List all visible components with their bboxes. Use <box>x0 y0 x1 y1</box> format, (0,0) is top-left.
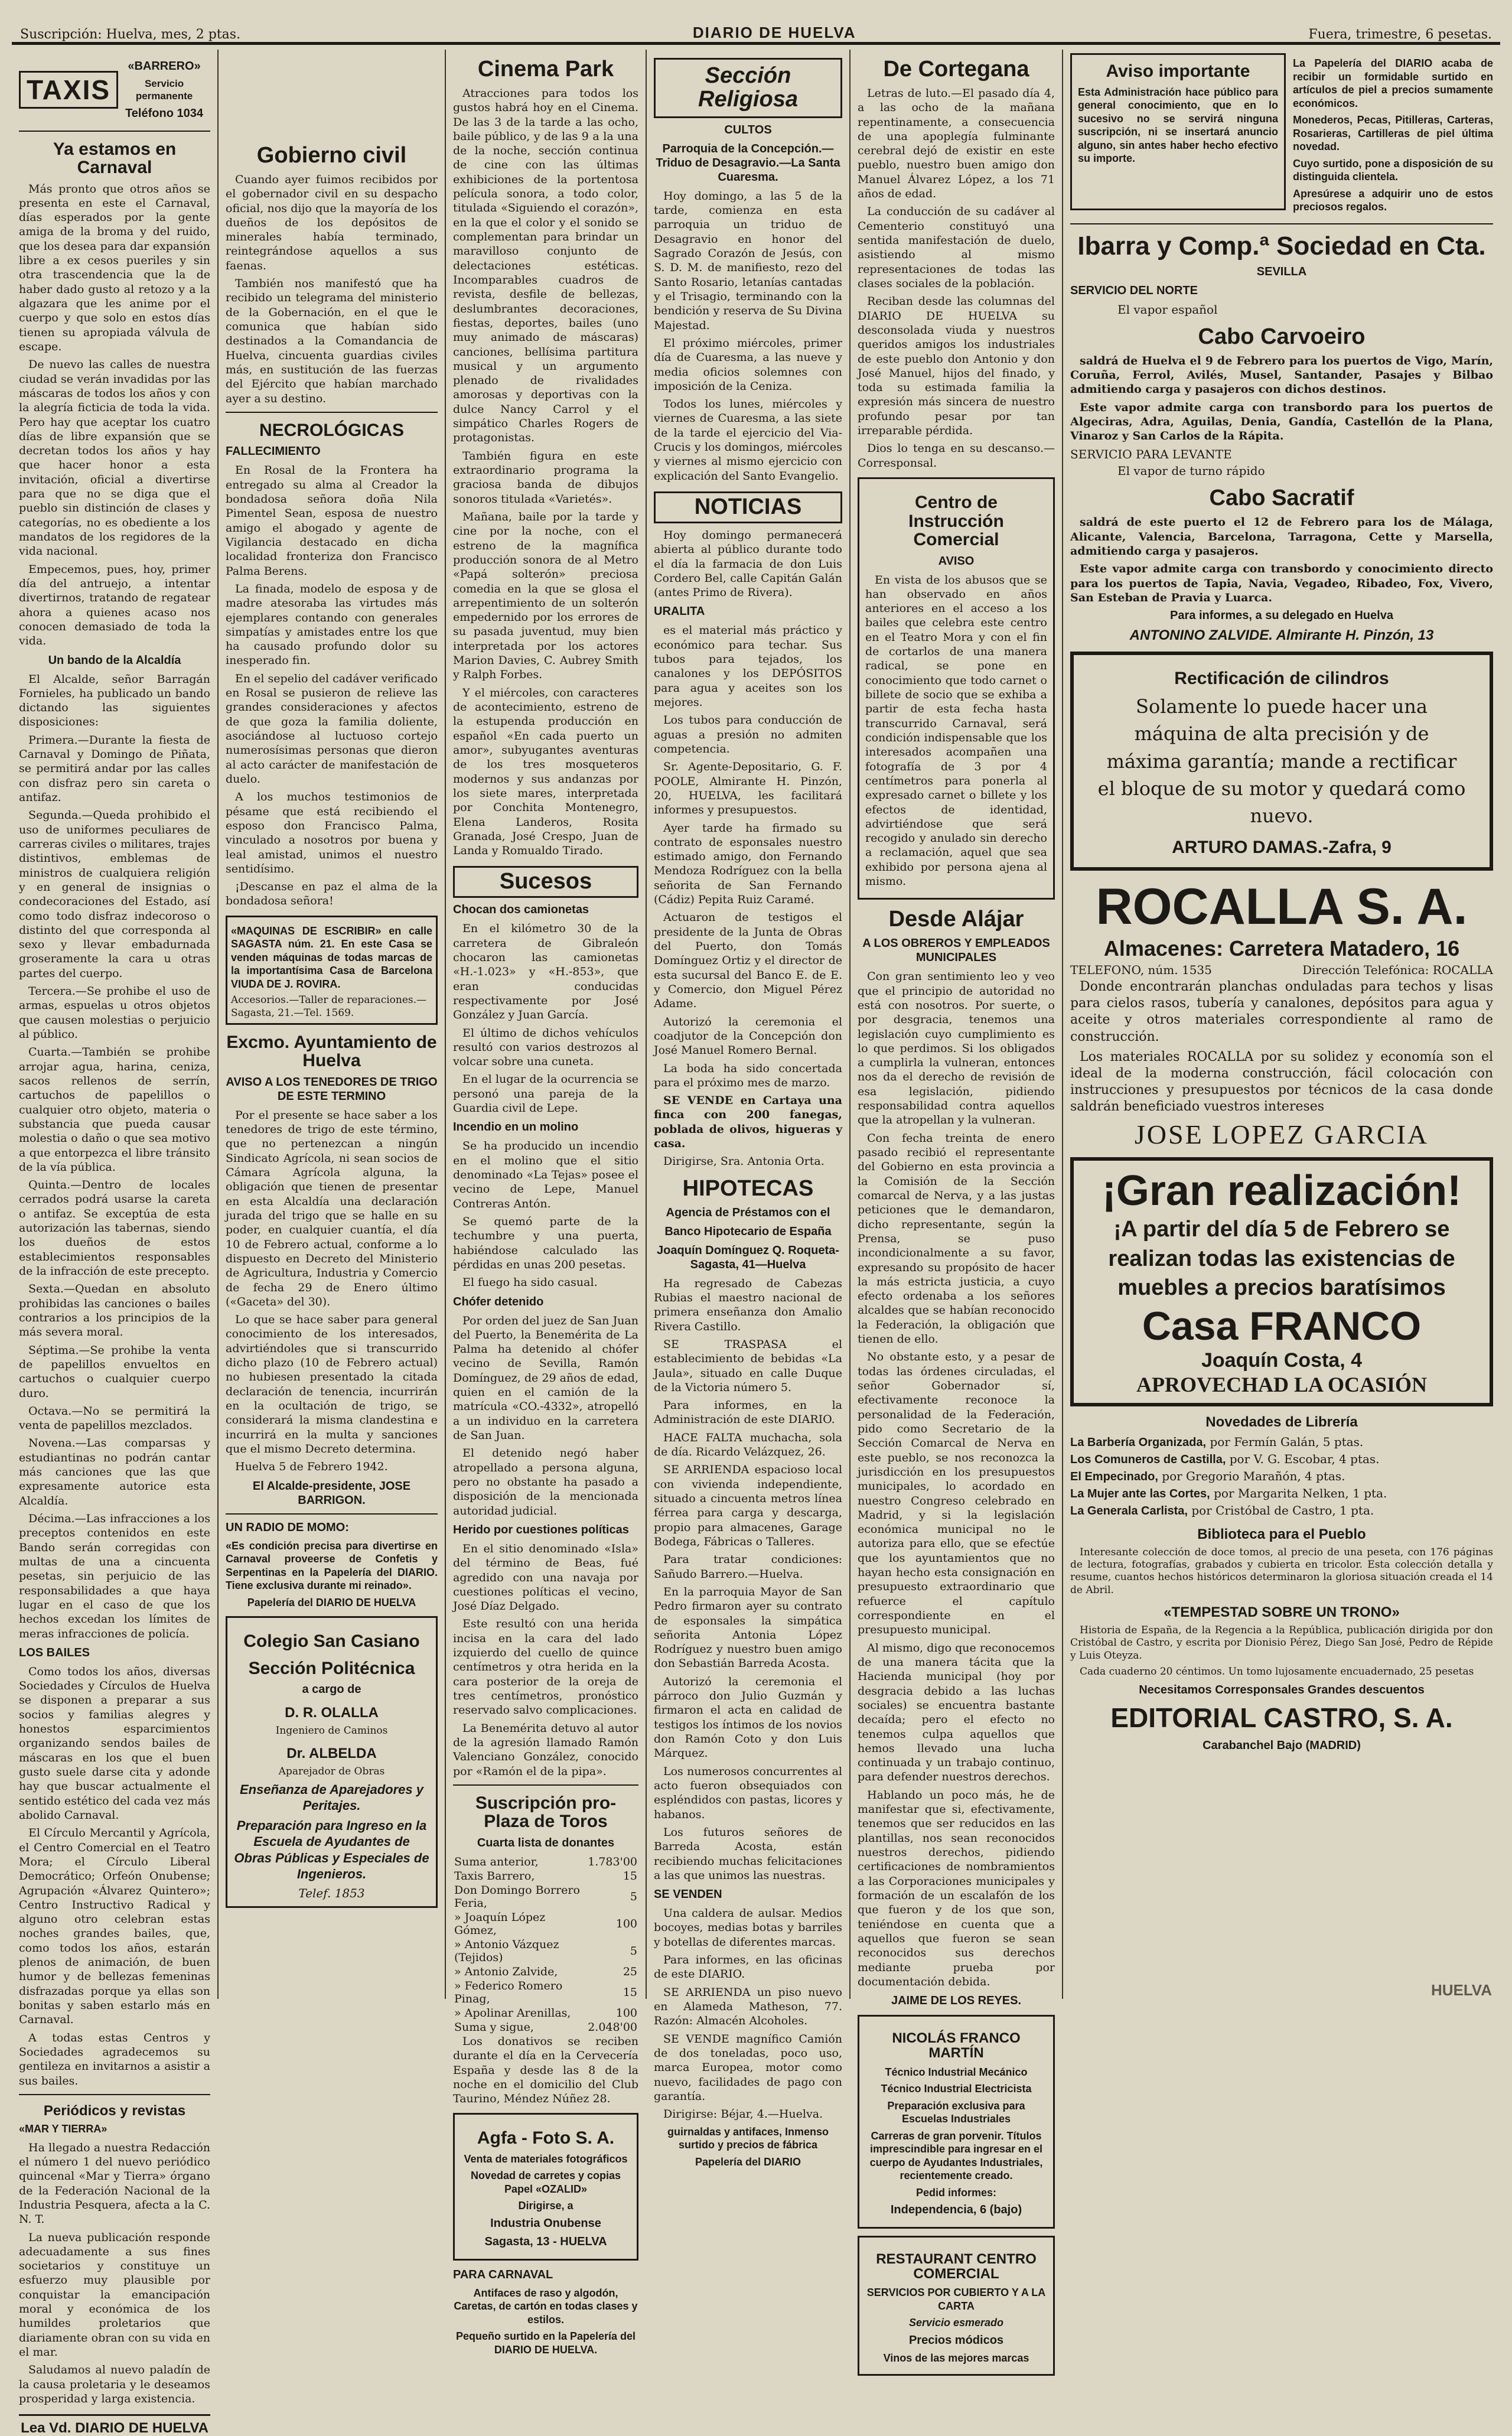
suceso-paragraph: El fuego ha sido casual. <box>462 1276 598 1289</box>
column-2 <box>219 50 446 1999</box>
bando-paragraph: Cuarta.—También se prohibe arrojar agua, harina, ceniza, sacos rellenos de serrín, cartuchos de papelillos o cualquier otro objeto, materia o substancia que pueda causar molestia o daño o que sea motivo a que entorpezca el libre tránsito de la vía pública. <box>19 1046 210 1174</box>
radio-momo-heading: UN RADIO DE MOMO: <box>226 1520 349 1534</box>
classified-ad: SE ARRIENDA espacioso local con vivienda independiente, situado a cincuenta metros línea férrea para carga y descarga, propio para almacenes, Garage Bodega, Fábricas o Talleres. <box>654 1463 842 1548</box>
suceso-subheading: Herido por cuestiones políticas <box>453 1523 629 1536</box>
cinema-paragraph: También figura en este extraordinario programa la graciosa banda de dibujos sonoros titulada «Varietés». <box>453 449 638 506</box>
cortegana-paragraph: La conducción de su cadáver al Cementerio constituyó una sentida manifestación de duelo, asistiendo al mismo representaciones de todas las clases sociales de la población. <box>858 205 1055 290</box>
fallecimiento-subheading: FALLECIMIENTO <box>226 445 321 458</box>
hipotecas-line: Banco Hipotecario de España <box>664 1224 832 1238</box>
bando-paragraph: Primera.—Durante la fiesta de Carnaval y Domingo de Piñata, se permitirá andar por las calles con disfraz pero sin careta o antifaz. <box>19 733 210 804</box>
ibarra-headline: Ibarra y Comp.ª Sociedad en Cta. <box>1077 231 1486 260</box>
vapor-label: El vapor de turno rápido <box>1117 464 1265 478</box>
agfa-title: Agfa - Foto S. A. <box>477 2128 615 2148</box>
column-1 <box>12 50 219 2436</box>
alajar-paragraph: Con fecha treinta de enero pasado recibió el representante del Gobierno en esta provincia a la Comisión de la Sección comarcal de Nerva, y a las justas peticiones que le demandaron, dicho representante, según la Prensa, se puso incondicionalmente a su favor, expresando su propósito de hacer la más estricta justicia, a cuyo efecto ordenaba a los señores alcaldes que se habían reconocido la Federación, la obligación que tienen de ello. <box>858 1131 1055 1346</box>
cultos-heading: CULTOS <box>724 123 772 136</box>
book-item <box>1070 1434 1493 1450</box>
masthead <box>12 8 1500 45</box>
noticia-paragraph: En la parroquia Mayor de San Pedro firmaron ayer su contrato de esponsales la simpática señorita Antonia López Rodríguez y nuestro buen amigo don Sebastián Barreda Acosta. <box>654 1585 842 1670</box>
guirnaldas-papeleria: Papelería del DIARIO <box>695 2155 801 2168</box>
donantes-table <box>453 1855 638 2034</box>
book-item <box>1070 1486 1493 1502</box>
suceso-paragraph: Se ha producido un incendio en el molino que el sitio denominado «La Tejas» posee el vecino de Lepe, Manuel Contreras Antón. <box>453 1139 638 1210</box>
colegio-ensenanza: Enseñanza de Aparejadores y Peritajes. <box>240 1782 423 1813</box>
editorial-address: Carabanchel Bajo (MADRID) <box>1203 1739 1361 1753</box>
casa-franco-address: Joaquín Costa, 4 <box>1201 1349 1363 1372</box>
donor-amount: 2.048'00 <box>588 2020 637 2034</box>
cortegana-paragraph: Reciban desde las columnas del DIARIO DE HUELVA su desconsolada viuda y nuestros queridos amigos los industriales de este pueblo don Antonio y don José Manuel, hijos del finado, y toda su estimada familia la expresión más sincera de nuestro profundo pesar por tan irreparable pérdida. <box>858 295 1055 438</box>
donor-row <box>453 2020 638 2034</box>
book-item <box>1070 1503 1493 1519</box>
cortegana-headline: De Cortegana <box>883 57 1029 82</box>
noticia-paragraph: Autorizó la ceremonia el párroco don Julio Guzmán y firmaron el acta en calidad de testigos los íntimos de los novios don Ramón Coto y don Luis Márquez. <box>654 1675 842 1760</box>
bando-subheading: Un bando de la Alcaldía <box>48 653 181 667</box>
carnaval-paragraph: Empecemos, pues, hoy, primer día del antruejo, a intentar divertirnos, tratando de regatear ahora a quienes acaso nos conocen demasiado de toda la vida. <box>19 562 210 648</box>
aviso-trigo-subheading: AVISO A LOS TENEDORES DE TRIGO DE ESTE TERMINO <box>226 1075 438 1103</box>
donor-row <box>453 1910 638 1937</box>
cabo-sacratif-text: saldrá de este puerto el 12 de Febrero para los de Málaga, Alicante, Valencia, Barcelona, Tarragona, Cette y Marsella, admitiendo carga y pasajeros. <box>1070 516 1493 558</box>
ayuntamiento-paragraph: Por el presente se hace saber a los tenedores de trigo de este término, que no pertenezcan a ningún Sindicato Agrícola, ni sean socios de Cámara Agrícola alguna, la obligación que tienen de presentar en esta Alcaldía una declaración jurada del trigo que se halle en su poder, en cualquier cuantía, el día 10 de Febrero actual, conforme a lo dispuesto en Decreto del Ministerio de Agricultura, Industria y Comercio de fecha 29 de Enero último («Gaceta» del 30). <box>226 1108 438 1308</box>
centro-aviso-subheading: AVISO <box>938 554 975 568</box>
papeleria-ad: Apresúrese a adquirir uno de estos preciosos regalos. <box>1293 187 1493 213</box>
book-title: La Mujer ante las Cortes, <box>1070 1487 1210 1500</box>
donor-name: » Federico Romero Pinag, <box>454 1979 563 2005</box>
maquinas-ad: «MAQUINAS DE ESCRIBIR» en calle SAGASTA núm. 21. En este Casa se venden máquinas de todas marcas de la importantísima Casa de Barcelona VIUDA DE J. ROVIRA. <box>231 924 432 990</box>
gobierno-paragraph: También nos manifestó que ha recibido un telegrama del ministerio de la Gobernación, en el que le comunica que habían sido destinados a la Comandancia de Huelva, cincuenta guardias civiles más, en sustitución de las fuerzas del Ejército que habían marchado ayer a su destino. <box>226 277 438 405</box>
para-carnaval-text: Antifaces de raso y algodón, Caretas, de cartón en todas clases y estilos. <box>454 2287 638 2326</box>
alajar-paragraph: No obstante esto, y a pesar de todas las órdenes circuladas, el señor Gobernador sí, efectivamente reconoce la personalidad de la Federación, pido como Secretario de la Sección Comarcal de Nerva en este pueblo, se nos reconozca la jurisdicción en los presupuestos municipales, lo acordado en nuestro Congreso celebrado en Madrid, y si la legislación económica municipal no le autoriza para ello, que se efectúe que los ayuntamientos que no hayan hecho esta consignación en presupuesto extraordinario que refuerce el capítulo correspondiente en el presupuesto municipal. <box>858 1350 1055 1637</box>
classified-ad: Para tratar condiciones: Sañudo Barrero.—Huelva. <box>654 1553 842 1581</box>
colegio-cargo: a cargo de <box>302 1683 361 1696</box>
tempestad-text: Historia de España, de la Regencia a la República, publicación dirigida por don Cristóbal de Castro, y escrita por Dionisio Pérez, Diego San José, Pedro de Répide y Luis Oteyza. <box>1070 1624 1493 1662</box>
suceso-paragraph: El último de dichos vehículos resultó con varios destrozos al volcar sobre una cuneta. <box>453 1026 638 1069</box>
rectificacion-text: Solamente lo puede hacer una máquina de alta precisión y de máxima garantía; mande a rectificar el bloque de su motor y quedará como nuevo. <box>1097 695 1466 828</box>
ayuntamiento-headline: Excmo. Ayuntamiento de Huelva <box>226 1032 437 1071</box>
maquinas-accessories: Accesorios.—Taller de reparaciones.—Sagasta, 21.—Tel. 1569. <box>231 994 427 1019</box>
column-5 <box>850 50 1063 2364</box>
cabo-sacratif-text: Este vapor admite carga con transbordo y conocimiento directo para los puertos de Tapia, Navia, Vegadeo, Ribadeo, Fox, Vivero, San Esteban de Pravia y Luarca. <box>1070 562 1493 604</box>
suceso-paragraph: Este resultó con una herida incisa en la cara del lado izquierdo del cuello de quince centímetros y otra herida en la cara posterior de la oreja de tres centímetros, pronóstico reservado salvo complicaciones. <box>453 1617 638 1717</box>
suceso-paragraph: En el sitio denominado «Isla» del término de Beas, fué agredido con una navaja por cuestiones políticas el vecino, José Díaz Delgado. <box>453 1542 638 1613</box>
suceso-paragraph: Se quemó parte de la techumbre y una puerta, habiéndose calculado las pérdidas en unas 200 pesetas. <box>453 1214 638 1271</box>
nicolas-address: Independencia, 6 (bajo) <box>890 2203 1022 2217</box>
seccion-religiosa-logo: Sección Religiosa <box>654 58 842 118</box>
donor-row <box>453 1855 638 1869</box>
gobierno-paragraph: Cuando ayer fuimos recibidos por el gobernador civil en su despacho oficial, nos dijo que la mayoría de los dueños de los depósitos de minerales había terminado, reintegrándose aquellos a sus faenas. <box>226 172 438 272</box>
obreros-subheading: A LOS OBREROS Y EMPLEADOS MUNICIPALES <box>862 937 1050 965</box>
noticia-paragraph: Los futuros señores de Barreda Acosta, están recibiendo muchas felicitaciones a las que unimos las nuestras. <box>654 1825 842 1882</box>
suceso-paragraph: En el lugar de la ocurrencia se personó una pareja de la Guardia civil de Lepe. <box>453 1073 638 1115</box>
classified-ad: Para informes, en la Administración de este DIARIO. <box>654 1399 842 1427</box>
book-title: La Barbería Organizada, <box>1070 1435 1207 1449</box>
necrologica-paragraph: ¡Descanse en paz el alma de la bondadosa señora! <box>226 880 438 908</box>
rocalla-direccion: Dirección Telefónica: ROCALLA <box>1302 963 1493 978</box>
newspaper-page <box>12 8 1500 2436</box>
bando-paragraph: Tercera.—Se prohibe el uso de armas, espuelas u otros objetos que causen molestias o perjuicio al público. <box>19 985 210 1041</box>
tempestad-price: Cada cuaderno 20 céntimos. Un tomo lujosamente encuadernado, 25 pesetas <box>1080 1665 1474 1678</box>
donor-amount: 100 <box>615 2006 637 2020</box>
barrero-phone: Teléfono 1034 <box>125 106 203 120</box>
classified-ad: SE VENDE magnífico Camión de dos toneladas, poco uso, marca Europea, motor como nuevo, facilidades de pago con garantía. <box>654 2032 842 2103</box>
nicolas-line: Preparación exclusiva para Escuelas Industriales <box>887 2099 1025 2125</box>
colegio-phone: Telef. 1853 <box>298 1885 365 1900</box>
column-6 <box>1063 50 1500 1999</box>
aviso-importante-text: Esta Administración hace público para general conocimiento, que en lo sucesivo no se servirá ninguna suscripción, ni se insertará anuncio alguno, sin antes haber hecho efectivo su importe. <box>1078 86 1278 164</box>
corresponsales-line: Necesitamos Corresponsales Grandes descuentos <box>1139 1683 1425 1697</box>
rocalla-text: Los materiales ROCALLA por su solidez y economía son el ideal de la moderna construcción, fácil colocación con instrucciones y presupuestos por técnicos de la casa donde saldrán beneficiado vuestros intereses <box>1070 1049 1493 1115</box>
noticia-paragraph: Los tubos para conducción de aguas a presión no admiten competencia. <box>654 714 842 755</box>
zalvide-agent: ANTONINO ZALVIDE. Almirante H. Pinzón, 13 <box>1129 627 1434 644</box>
donor-name: Suma anterior, <box>454 1855 539 1868</box>
classified-ad: Dirigirse: Béjar, 4.—Huelva. <box>663 2108 823 2121</box>
ibarra-city: SEVILLA <box>1256 265 1307 278</box>
radio-momo-papeleria: Papelería del DIARIO DE HUELVA <box>247 1596 416 1608</box>
bando-paragraph: Quinta.—Dentro de locales cerrados podrá usarse la careta o antifaz. Se exceptúa de esta autorización las tabernas, siendo los dueños de estos establecimientos responsables de la infracción de este precepto. <box>19 1178 210 1278</box>
noticia-paragraph: Ayer tarde ha firmado su contrato de esponsales nuestro estimado amigo, don Fernando Mendoza Rodríguez con la bella señorita de San Fernando (Cádiz) Pepita Ruiz Caramé. <box>654 821 842 907</box>
noticias-headline: NOTICIAS <box>654 491 842 523</box>
alajar-headline: Desde Alájar <box>888 907 1024 932</box>
rocalla-headline: ROCALLA S. A. <box>1096 878 1468 936</box>
aprovechad: APROVECHAD LA OCASIÓN <box>1136 1372 1428 1396</box>
donor-amount: 15 <box>623 1985 637 1999</box>
noticia-paragraph: Actuaron de testigos el presidente de la Junta de Obras del Puerto, don Tomás Domínguez Ortiz y el director de esta sucursal del Banco E. de E. y Comercio, don Miguel Pérez Adame. <box>654 911 842 1011</box>
albelda-title: Aparejador de Obras <box>278 1765 385 1777</box>
column-4 <box>647 50 850 2168</box>
donor-row <box>453 1883 638 1910</box>
noticia-paragraph: Ha regresado de Cabezas Rubias el maestro nacional de primera enseñanza don Amalio Rivera Castillo. <box>654 1276 842 1333</box>
donor-row <box>453 2006 638 2020</box>
centro-instruccion-headline: Centro de Instrucción Comercial <box>908 493 1004 550</box>
book-author: por V. G. Escobar, 4 ptas. <box>1229 1451 1380 1466</box>
periodicos-paragraph: Saludamos al nuevo paladín de la causa proletaria y le deseamos prosperidad y larga existencia. <box>19 2363 210 2405</box>
hipotecas-line: Agencia de Préstamos con el <box>666 1206 830 1219</box>
donor-name: » Joaquín López Gómez, <box>454 1910 546 1937</box>
bando-paragraph: Novena.—Las comparsas y estudiantinas no podrán cantar más canciones que las que expresamente autorice esta Alcaldía. <box>19 1437 210 1507</box>
restaurant-line: Precios módicos <box>908 2333 1004 2347</box>
hipotecas-headline: HIPOTECAS <box>682 1175 814 1201</box>
periodicos-paragraph: Ha llegado a nuestra Redacción el número 1 del nuevo periódico quincenal «Mar y Tierra» órgano de la Federación Nacional de la Industria Pesquera, afecta a la C. N. T. <box>19 2141 210 2226</box>
donor-row <box>453 1937 638 1965</box>
hipotecas-line: Joaquín Domínguez Q. Roqueta-Sagasta, 41—Huelva <box>657 1243 839 1271</box>
cinema-paragraph: Mañana, baile por la tarde y cine por la noche, con el estreno de la magnífica producción sonora de al Metro «Papá solterón» preciosa comedia en la que se glosa el arrepentimiento de un solterón empedernido por los errores de su pasada juventud, muy bien interpretada por los actores Marion Davies, C. Aubrey Smith y Ralph Forbes. <box>453 510 638 682</box>
suscripcion-plaza-headline: Suscripción pro-Plaza de Toros <box>475 1793 617 1832</box>
alajar-paragraph: Con gran sentimiento leo y veo que el principio de autoridad no está con nosotros. Por suerte, o por desgracia, tenemos una legislación cuyo cumplimiento es lo que perdimos. Si los obligados a cumplirla la vulneran, entonces nos da el derecho de revisión de esa legislación, pidiendo responsabilidad contra aquellos que la atropellan y la vulneran. <box>858 970 1055 1127</box>
bando-paragraph: El Alcalde, señor Barragán Fornieles, ha publicado un bando dictando las siguientes disposiciones: <box>19 672 210 729</box>
carnaval-headline: Ya estamos en Carnaval <box>53 139 177 177</box>
classified-ad: SE TRASPASA el establecimiento de bebidas «La Jaula», situado en calle Duque de la Victoria número 5. <box>654 1337 842 1394</box>
necrologica-paragraph: La finada, modelo de esposa y de madre atesoraba las virtudes más ejemplares contando con generales simpatías y amistades entre los que ha causado profundo dolor su inesperado fin. <box>226 582 438 667</box>
ayuntamiento-paragraph: Lo que se hace saber para general conocimiento de los interesados, advirtiéndoles que si transcurrido dicho plazo (10 de Febrero actual) no hubiesen presentado la citada declaración de tenencia, incurrirán en la ocultación de trigo, se considerará la misma clandestina e incurrirá en la multa y sanciones que el mismo Decreto determina. <box>226 1313 438 1455</box>
newspaper-title: DIARIO DE HUELVA <box>692 24 856 41</box>
ayuntamiento-date: Huelva 5 de Febrero 1942. <box>235 1460 388 1474</box>
necrologica-paragraph: En el sepelio del cadáver verificado en Rosal se pusieron de relieve las grandes consideraciones y afectos de que goza la familia doliente, asociándose al luctuoso cortejo numerosísimas personas que dieron al acto carácter de manifestación de duelo. <box>226 672 438 786</box>
donor-name: » Antonio Zalvide, <box>454 1965 558 1978</box>
classified-ad: HACE FALTA muchacha, sola de día. Ricardo Velázquez, 26. <box>654 1431 842 1459</box>
restaurant-line: Servicio esmerado <box>908 2317 1004 2329</box>
bando-paragraph: Octava.—No se permitirá la venta de papelillos mezclados. <box>19 1404 210 1432</box>
taxis-badge: TAXIS <box>19 71 118 109</box>
nicolas-line: Técnico Industrial Electricista <box>881 2083 1032 2095</box>
olalla-name: D. R. OLALLA <box>285 1705 379 1721</box>
cortegana-paragraph: Dios lo tenga en su descanso.—Corresponsal. <box>858 442 1055 470</box>
colegio-title: Colegio San Casiano <box>243 1631 420 1652</box>
book-title: El Empecinado, <box>1070 1470 1158 1483</box>
papeleria-ad: Cuyo surtido, pone a disposición de su distinguida clientela. <box>1293 157 1493 183</box>
bailes-subheading: LOS BAILES <box>19 1646 90 1659</box>
casa-franco: Casa FRANCO <box>1142 1303 1422 1349</box>
donor-amount: 25 <box>623 1965 637 1978</box>
servicio-levante: SERVICIO PARA LEVANTE <box>1070 447 1232 462</box>
servicio-norte: SERVICIO DEL NORTE <box>1070 284 1198 297</box>
donor-name: Don Domingo Borrero Feria, <box>454 1883 580 1910</box>
carnaval-paragraph: De nuevo las calles de nuestra ciudad se verán invadidas por las máscaras de todos los años y con la alegría ficticia de toda la vida. Pero hay que aceptar los cuatro días de libre expansión que se decretan todos los años y hay que hacer honor a esta invitación, oficial a divertirse para que no se diga que el pueblo sin distinción de clases y categorías, no es obediente a los mandatos de los regidores de la vida nacional. <box>19 358 210 558</box>
carnaval-paragraph: Más pronto que otros años se presenta en este el Carnaval, días esperados por la gente amiga de la broma y del ruido, que los desea para dar expansión libre a ex cesos pueriles y sin otra trascendencia que la de haber dado gusto al retozo y a la algazara que les anime por el cuerpo y que solo en estos días tienen su apropiada válvula de escape. <box>19 182 210 353</box>
necrologica-paragraph: A los muchos testimonios de pésame que está recibiendo el esposo don Francisco Palma, vinculado a nosotros por buena y leal amistad, unimos el nuestro sentidísimo. <box>226 790 438 875</box>
donor-name: Taxis Barrero, <box>454 1869 535 1883</box>
donor-amount: 15 <box>623 1869 637 1883</box>
periodicos-headline: Periódicos y revistas <box>43 2102 186 2119</box>
suceso-paragraph: El detenido negó haber atropellado a persona alguna, pero no obstante ha pasado a disposición de la mencionada autoridad judicial. <box>453 1447 638 1517</box>
rocalla-almacenes: Almacenes: Carretera Matadero, 16 <box>1103 936 1460 961</box>
colegio-preparacion: Preparación para Ingreso en la Escuela de Ayudantes de Obras Públicas y Especiales de Ingenieros. <box>234 1818 429 1882</box>
editorial-castro: EDITORIAL CASTRO, S. A. <box>1110 1702 1453 1734</box>
agfa-line: Novedad de carretes y copias Papel «OZALID» <box>470 2170 621 2195</box>
cabo-carvoeiro-text: saldrá de Huelva el 9 de Febrero para los puertos de Vigo, Marín, Coruña, Ferrol, Avilés, Musel, Santander, Pasajes y Bilbao admitiendo carga y pasajeros con dichos destinos. <box>1070 354 1493 396</box>
agfa-line: Venta de materiales fotográficos <box>464 2152 628 2165</box>
book-author: por Fermín Galán, 5 ptas. <box>1210 1434 1364 1449</box>
suceso-paragraph: La Benemérita detuvo al autor de la agresión llamado Ramón Valenciano González, conocido por «Ramón el de la pipa». <box>453 1721 638 1778</box>
alajar-paragraph: Al mismo, digo que reconocemos de una manera tácita que la Hacienda municipal (hoy por desgracia debido a las luchas sociales) se encuentra bastante decaída; pero el efecto no tenemos culpa aquellos que hemos llevado una lucha continuada y un trabajo continuo, para defender nuestros derechos. <box>858 1641 1055 1784</box>
biblioteca-headline: Biblioteca para el Pueblo <box>1197 1526 1366 1542</box>
donor-row <box>453 1869 638 1883</box>
para-carnaval-heading: PARA CARNAVAL <box>453 2268 553 2281</box>
subscription-outside: Fuera, trimestre, 6 pesetas. <box>1308 27 1492 42</box>
alajar-signature: JAIME DE LOS REYES. <box>891 1994 1022 2008</box>
book-title: Los Comuneros de Castilla, <box>1070 1453 1226 1466</box>
donor-amount: 1.783'00 <box>588 1855 637 1868</box>
restaurant-title: RESTAURANT CENTRO COMERCIAL <box>876 2251 1037 2282</box>
jose-lopez-garcia: JOSE LOPEZ GARCIA <box>1134 1119 1429 1150</box>
donor-name: » Apolinar Arenillas, <box>454 2006 571 2020</box>
donor-amount: 100 <box>615 1917 637 1930</box>
uralita-heading: URALITA <box>654 605 705 618</box>
necrologicas-headline: NECROLÓGICAS <box>259 420 404 440</box>
cinema-park-headline: Cinema Park <box>477 57 614 82</box>
periodicos-paragraph: La nueva publicación responde adecuadamente a sus fines societarios y constituye un esfuerzo muy plausible por conquistar la emancipación moral y económica de los humildes proletarios que diariamente obran con su vida en el mar. <box>19 2230 210 2359</box>
classified-ad: Una caldera de aulsar. Medios bocoyes, medias botas y barriles y botellas de diferentes marcas. <box>654 1907 842 1949</box>
tempestad-headline: «TEMPESTAD SOBRE UN TRONO» <box>1164 1604 1400 1620</box>
necrologica-paragraph: En Rosal de la Frontera ha entregado su alma al Creador la bondadosa señora doña Nila Pimentel Sean, esposa de nuestro amigo el abogado y agente de Vigilancia destacado en dicha localidad fronteriza don Francisco Palma Berens. <box>226 464 438 578</box>
albelda-name: Dr. ALBELDA <box>286 1745 377 1761</box>
cabo-sacratif: Cabo Sacratif <box>1209 486 1354 511</box>
agfa-line: Sagasta, 13 - HUELVA <box>484 2235 607 2248</box>
restaurant-line: Vinos de las mejores marcas <box>883 2352 1029 2364</box>
biblioteca-text: Interesante colección de doce tomos, al precio de una peseta, con 176 páginas de lectura, fotografías, grabados y cubierta en tricolor. Esta colección detalla y resume, cuantos hechos históricos determinaron la gloriosa situación creada el 14 de Abril. <box>1070 1546 1493 1596</box>
cultos-paragraph: El próximo miércoles, primer día de Cuaresma, a las nueve y media oficios solemnes con imposición de la Ceniza. <box>654 336 842 393</box>
book-item <box>1070 1468 1493 1484</box>
rectificacion-headline: Rectificación de cilindros <box>1174 669 1389 689</box>
cabo-carvoeiro-text: Este vapor admite carga con transbordo para los puertos de Algeciras, Adra, Aguilas, Denia, Gandía, Castellón de la Plana, Vinaroz y San Carlos de la Rápita. <box>1070 400 1493 443</box>
noticia-paragraph: Sr. Agente-Depositario, G. F. POOLE, Almirante H. Pinzón, 20, HUELVA, les facilitará informes y presupuestos. <box>654 760 842 817</box>
donor-row <box>453 1979 638 2006</box>
informes-line: Para informes, a su delegado en Huelva <box>1170 609 1393 623</box>
gran-realizacion-text: ¡A partir del día 5 de Febrero se realizan todas las existencias de muebles a precios baratísimos <box>1108 1217 1455 1301</box>
donor-name: » Antonio Vázquez (Tejidos) <box>454 1937 559 1964</box>
donor-name: Suma y sigue, <box>454 2020 534 2034</box>
classified-ad: SE ARRIENDA un piso nuevo en Alameda Matheson, 77. Razón: Almacén Alcoholes. <box>654 1985 842 2028</box>
olalla-title: Ingeniero de Caminos <box>275 1725 388 1737</box>
seccion-politecnica: Sección Politécnica <box>248 1658 415 1678</box>
nicolas-line: Carreras de gran porvenir. Títulos imprescindible para ingresar en el cuerpo de Ayudantes Industriales, recientemente creado. <box>869 2129 1043 2182</box>
suceso-subheading: Incendio en un molino <box>453 1121 579 1134</box>
agfa-line: Dirigirse, a <box>518 2200 573 2212</box>
restaurant-line: SERVICIOS POR CUBIERTO Y A LA CARTA <box>866 2287 1046 2312</box>
guirnaldas-ad: guirnaldas y antifaces, Inmenso surtido y precios de fábrica <box>667 2125 829 2151</box>
cultos-paragraph: Hoy domingo, a las 5 de la tarde, comienza en esta parroquia un triduo de Desagravio en honor del Sagrado Corazón de Jesús, con S. D. M. de manifiesto, rezo del Santo Rosario, letanías cantadas y el Trisagio, terminando con la bendición y reserva de Su Divina Majestad. <box>654 189 842 332</box>
book-title: La Generala Carlista, <box>1070 1504 1188 1517</box>
donor-amount: 5 <box>630 1890 637 1903</box>
classified-ad: SE VENDE en Cartaya una finca con 200 fanegas, poblada de olivos, higueras y casa. <box>654 1094 842 1151</box>
column-3 <box>446 50 647 2356</box>
novedades-headline: Novedades de Librería <box>1205 1414 1358 1430</box>
noticia-paragraph: Los numerosos concurrentes al acto fueron obsequiados con espléndidos con pastas, licores y habanos. <box>654 1764 842 1821</box>
book-item <box>1070 1451 1493 1467</box>
nicolas-franco-name: NICOLÁS FRANCO MARTÍN <box>892 2030 1021 2062</box>
parroquia-subheading: Parroquia de la Concepción.—Triduo de Desagravio.—La Santa Cuaresma. <box>656 142 840 184</box>
suceso-paragraph: Por orden del juez de San Juan del Puerto, la Benemérita de La Palma ha detenido al chófer vecino de Sevilla, Ramón Domínguez, de 29 años de edad, quien en el camión de la matrícula «CO.-4332», atropelló a un individuo en la carretera de San Juan. <box>453 1314 638 1442</box>
bailes-paragraph: Como todos los años, diversas Sociedades y Círculos de Huelva se disponen a preparar a sus socios y familias alegres y honestos esparcimientos organizando sendos bailes de máscaras en los que el buen gusto suele darse cita y adonde hay que buscar actualmente el sentido estético del cada vez más abolido Carnaval. <box>19 1665 210 1822</box>
suceso-subheading: Chófer detenido <box>453 1295 544 1308</box>
gran-realizacion-headline: ¡Gran realización! <box>1102 1167 1462 1215</box>
sucesos-headline: Sucesos <box>453 866 638 898</box>
bando-paragraph: Sexta.—Quedan en absoluto prohibidas las canciones o bailes contrarios a los principios de la más severa moral. <box>19 1282 210 1339</box>
se-venden-heading: SE VENDEN <box>654 1888 722 1901</box>
aviso-importante-headline: Aviso importante <box>1106 61 1250 81</box>
donantes-subheading: Cuarta lista de donantes <box>477 1836 615 1849</box>
centro-paragraph: En vista de los abusos que se han observado en años anteriores en el acceso a los bailes que celebra este centro en el Teatro Mora y con el fin de cortarlos de una manera radical, se pone en conocimiento que todo carnet o billete de socio que se exhiba a partir de esta fecha hasta transcurrido Carnaval, será condición indispensable que los interesados acompañen una fotografía de 3 por 4 centímetros para ponerla al expresado carnet o billete y los efectos de identidad, advirtiéndose que será recogido y anulado sin derecho a reclamación, aquel que sea exhibido por persona ajena al mismo. <box>865 573 1047 888</box>
papeleria-ad: La Papelería del DIARIO acaba de recibir un formidable surtido en artículos de piel a precios sumamente económicos. <box>1293 57 1493 109</box>
nicolas-line: Pedid informes: <box>915 2186 997 2199</box>
gobierno-civil-headline: Gobierno civil <box>256 143 407 168</box>
nicolas-line: Técnico Industrial Mecánico <box>885 2066 1028 2078</box>
alajar-paragraph: Hablando un poco más, he de manifestar que si, efectivamente, tenemos que ser reducidos en las plantillas, nos sean reconocidos nuestros derechos, pidiendo certificaciones de nombramientos a las Corporaciones municipales y formación de un escalafón de los que fueron y de los que son, teniéndose en cuenta que a aquellos que fueron se sean reconocidos sus derechos mediante prueba por documentación debida. <box>858 1788 1055 1988</box>
rocalla-telefono: TELEFONO, núm. 1535 <box>1070 963 1212 978</box>
rocalla-text: Donde encontrarán planchas onduladas para techos y lisas para cielos rasos, tubería y canalones, depósitos para agua y aceite y otros materiales correspondiente al ramo de construcción. <box>1070 979 1493 1044</box>
book-author: por Margarita Nelken, 1 pta. <box>1214 1486 1387 1500</box>
cinema-paragraph: Atracciones para todos los gustos habrá hoy en el Cinema. De las 3 de la tarde a las ocho, baile público, y de las 9 a la una de la noche, sección continua de cine con las últimas exhibiciones de la portentosa película sonora, a todo color, titulada «Siguiendo el corazón», en la que el color y el sonido se complementan para brindar un maravilloso conjunto de delectaciones estéticas. Incomparables cuadros de revista, desfile de bellezas, deslumbrantes decoraciones, fiestas, deportes, bailes (uno muy animado de máscaras) canciones, bellísima partitura musical y un argumento plenado de rivalidades amorosas y deportivas con la dulce Nancy Carrol y el simpático Charles Rogers de protagonistas. <box>453 86 638 445</box>
arturo-damas: ARTURO DAMAS.-Zafra, 9 <box>1172 837 1392 857</box>
noticia-paragraph: La boda ha sido concertada para el próximo mes de marzo. <box>654 1061 842 1089</box>
radio-momo-text: «Es condición precisa para divertirse en Carnaval proveerse de Confetis y Serpentinas en la Papelería del DIARIO. Tiene exclusiva durante mi reinado». <box>226 1539 438 1592</box>
agfa-line: Industria Onubense <box>490 2216 601 2230</box>
bando-paragraph: Séptima.—Se prohibe la venta de papelillos envueltos en cartuchos o cualquier cuerpo duro. <box>19 1343 210 1400</box>
mar-tierra-title: «MAR Y TIERRA» <box>19 2123 107 2135</box>
classified-ad: Dirigirse, Sra. Antonia Orta. <box>663 1155 825 1168</box>
archive-logo: HUELVA <box>1430 1981 1492 1999</box>
lea-diario-banner: Lea Vd. DIARIO DE HUELVA <box>19 2414 210 2435</box>
noticia-paragraph: Autorizó la ceremonia el coadjutor de la Concepción don José Manuel Romero Bernal. <box>654 1015 842 1057</box>
bando-paragraph: Segunda.—Queda prohibido el uso de uniformes peculiares de carreras civiles o militares, trajes distintivos, emblemas de ministros de cualquiera religión y en general de insignias o condecoraciones del Estado, así como todo disfraz indecoroso o distinto del que corresponda al sexo y llevar embadurnada groseramente la cara u otras partes del cuerpo. <box>19 809 210 980</box>
cinema-paragraph: Y el miércoles, con caracteres de acontecimiento, estreno de la estupenda producción en español «En cada puerto un amor», subyugantes aventuras de los tres mosqueteros modernos y sus andanzas por los siete mares, interpretada por Conchita Montenegro, Elena Landeros, Rosita Granada, José Crespo, Juan de Landa y Romualdo Tirado. <box>453 686 638 858</box>
donor-row <box>453 1965 638 1979</box>
book-author: por Cristóbal de Castro, 1 pta. <box>1191 1503 1374 1517</box>
books-list <box>1070 1434 1493 1519</box>
bailes-paragraph: El Círculo Mercantil y Agrícola, el Centro Comercial en el Teatro Mora; el Círculo Liberal Democrático; Orfeón Onubense; Agrupación «Álvarez Quintero»; Centro Instructivo Radical y alguno otro celebran estas noches grandes bailes, que, como todos los años, estarán plenos de animación, de buen humor y de bellezas femeninas disfrazadas porque ya ellas son bonitas y saben estarlo más en Carnaval. <box>19 1826 210 2027</box>
para-carnaval-text: Pequeño surtido en la Papelería del DIARIO DE HUELVA. <box>455 2330 636 2356</box>
barrero-name: «BARRERO» <box>128 60 201 73</box>
barrero-service: Servicio permanente <box>135 78 193 102</box>
cortegana-paragraph: Letras de luto.—El pasado día 4, a las ocho de la mañana repentinamente, a consecuencia de una apoplegía fulminante cerebral dejó de existir en este pueblo, nuestro buen amigo don Manuel Álvarez López, a los 71 años de edad. <box>858 86 1055 201</box>
noticia-paragraph: Hoy domingo permanecerá abierta al público durante todo el día la farmacia de don Luis Cordero Bel, calle Capitán Galán (antes Primo de Rivera). <box>654 528 842 600</box>
bailes-paragraph: A todas estas Centros y Sociedades agradecemos su gentileza en invitarnos a asistir a sus bailes. <box>19 2031 210 2087</box>
donor-amount: 5 <box>630 1944 637 1958</box>
vapor-label: El vapor español <box>1117 302 1218 317</box>
suceso-paragraph: En el kilómetro 30 de la carretera de Gibraleón chocaron las camionetas «H.-1.023» y «H.-853», que eran conducidas respectivamente por José González y Juan García. <box>453 922 638 1022</box>
book-author: por Gregorio Marañón, 4 ptas. <box>1162 1468 1345 1483</box>
bando-paragraph: Décima.—Las infracciones a los preceptos contenidos en este Bando serán corregidas con multas de una a cincuenta pesetas, sin perjuicio de las responsabilidades a que haya lugar en el caso de que los hechos excedan los límites de meras infracciones de policía. <box>19 1512 210 1640</box>
alcalde-signature: El Alcalde-presidente, JOSE BARRIGON. <box>252 1479 411 1507</box>
papeleria-ad: Monederos, Pecas, Pitilleras, Carteras, Rosarieras, Cartilleras de piel última novedad. <box>1293 114 1493 152</box>
donativos-paragraph: Los donativos se reciben durante el día en la Cervecería España y desde las 8 de la noche en el domicilio del Club Taurino, Méndez Núñez 28. <box>453 2034 638 2106</box>
cabo-carvoeiro: Cabo Carvoeiro <box>1198 324 1366 349</box>
cultos-paragraph: Todos los lunes, miércoles y viernes de Cuaresma, a las siete de la tarde el ejercicio del Via-Crucis y los domingos, miércoles y viernes al mismo ejercicio con explicación del Santo Evangelio. <box>654 398 842 483</box>
subscription-local: Suscripción: Huelva, mes, 2 ptas. <box>20 27 241 42</box>
classified-ad: Para informes, en las oficinas de este DIARIO. <box>654 1953 842 1981</box>
noticia-paragraph: es el material más práctico y económico para techar. Sus tubos para tejados, los canalones y los DEPÓSITOS para agua y aceites son los mejores. <box>654 624 842 709</box>
suceso-subheading: Chocan dos camionetas <box>453 903 589 917</box>
